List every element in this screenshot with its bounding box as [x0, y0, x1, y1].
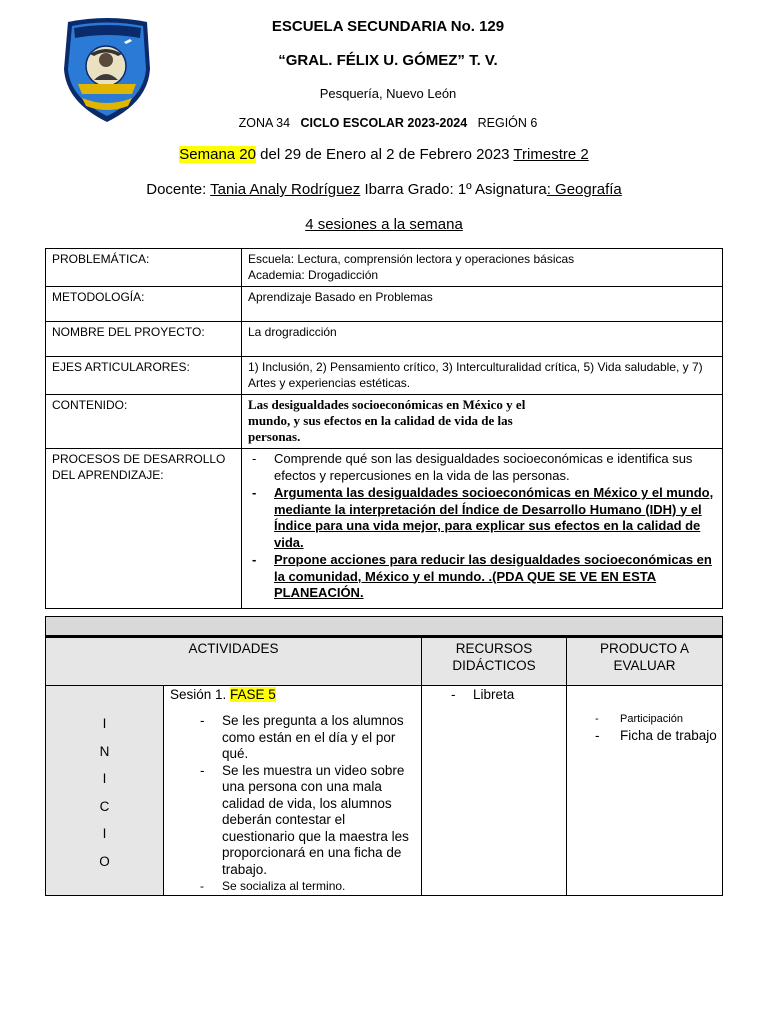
zona: ZONA 34	[238, 116, 291, 130]
docente-rest: Ibarra Grado: 1º Asignatura	[360, 181, 547, 198]
docente-line	[0, 181, 768, 198]
problematica-label: PROBLEMÁTICA:	[46, 249, 242, 287]
phase-letter: O	[99, 853, 110, 869]
list-item: - Se les muestra un video sobre una persona con una mala calidad de vida, los alumnos deberán contestar el cuestionario que la maestra les proporcionará en una ficha de trabajo.	[222, 763, 411, 879]
producto-cell	[567, 686, 723, 896]
fechas: del 29 de Enero al 2 de Febrero 2023	[256, 146, 514, 163]
list-item: - Propone acciones para reducir las desigualdades socioeconómicas en la comunidad, México y el mundo. .(PDA QUE SE VE EN ESTA PLANEACIÓN.	[274, 552, 716, 602]
problematica-line: Escuela: Lectura, comprensión lectora y operaciones básicas	[248, 252, 575, 266]
semana-line	[0, 146, 768, 163]
metodologia-label: METODOLOGÍA:	[46, 287, 242, 322]
table-row	[46, 357, 723, 395]
session-header	[170, 686, 411, 703]
planning-info-table	[45, 248, 723, 609]
phase-letter: C	[99, 798, 110, 814]
procesos-label: PROCESOS DE DESARROLLO DEL APRENDIZAJE:	[46, 449, 242, 609]
col-producto: PRODUCTO A EVALUAR	[567, 638, 723, 686]
recursos-list	[423, 687, 565, 704]
trimestre: Trimestre 2	[513, 146, 589, 163]
ejes-value: 1) Inclusión, 2) Pensamiento crítico, 3) Interculturalidad crítica, 5) Vida saludable, y 7) Artes y experiencias estéticas.	[242, 357, 723, 395]
table-row	[46, 322, 723, 357]
activities-section	[45, 616, 723, 896]
region: REGIÓN 6	[477, 116, 538, 130]
table-header-row	[46, 638, 723, 686]
table-row	[46, 249, 723, 287]
phase-letter: I	[102, 716, 107, 731]
sesiones-semana: 4 sesiones a la semana	[305, 216, 463, 233]
list-item: - Se les pregunta a los alumnos como están en el día y el por qué.	[222, 713, 411, 763]
activities-table	[45, 637, 723, 896]
contenido-value	[242, 395, 723, 449]
asignatura: : Geografía	[546, 181, 622, 198]
table-row	[46, 449, 723, 609]
docente-label: Docente:	[146, 181, 211, 198]
phase-letter: N	[99, 743, 110, 759]
activities-list	[170, 713, 411, 895]
table-row	[46, 686, 723, 896]
zona-ciclo-region	[0, 116, 768, 130]
docente-name: Tania Analy Rodríguez	[210, 181, 361, 198]
phase-letter: I	[102, 771, 107, 786]
col-actividades: ACTIVIDADES	[46, 638, 422, 686]
col-recursos: RECURSOS DIDÁCTICOS	[422, 638, 567, 686]
contenido-line: personas.	[248, 429, 301, 444]
activities-cell	[164, 686, 422, 896]
fase-label: FASE 5	[230, 687, 276, 702]
productos-list	[568, 711, 721, 744]
proyecto-value: La drogradicción	[242, 322, 723, 357]
procesos-list	[248, 451, 716, 602]
table-row	[46, 287, 723, 322]
contenido-line: mundo, y sus efectos en la calidad de vida de las	[248, 413, 513, 428]
problematica-value	[242, 249, 723, 287]
list-item: - Comprende qué son las desigualdades socioeconómicas e identifica sus efectos y repercusiones en la vida de las personas.	[274, 451, 716, 484]
problematica-line: Academia: Drogadicción	[248, 268, 379, 282]
phase-letter: I	[102, 826, 107, 841]
list-item: - Se socializa al termino.	[222, 878, 411, 895]
recursos-cell	[422, 686, 567, 896]
procesos-value	[242, 449, 723, 609]
list-item: - Ficha de trabajo	[620, 728, 721, 745]
proyecto-label: NOMBRE DEL PROYECTO:	[46, 322, 242, 357]
session-label: Sesión 1.	[170, 687, 231, 702]
school-name: “GRAL. FÉLIX U. GÓMEZ” T. V.	[278, 52, 498, 69]
table-row	[46, 395, 723, 449]
contenido-label: CONTENIDO:	[46, 395, 242, 449]
list-item: - Participación	[620, 711, 721, 728]
ciclo-escolar: CICLO ESCOLAR 2023-2024	[300, 116, 468, 130]
list-item: - Argumenta las desigualdades socioeconómicas en México y el mundo, mediante la interpretación del Índice de Desarrollo Humano (IDH) y el Índice para una vida mejor, para explicar sus efectos en la calidad de vida.	[274, 485, 716, 551]
school-title: ESCUELA SECUNDARIA No. 129	[271, 18, 505, 35]
contenido-line: Las desigualdades socioeconómicas en México y el	[248, 397, 526, 412]
list-item: - Libreta	[473, 687, 565, 704]
gray-header-band	[45, 616, 723, 637]
phase-inicio	[46, 686, 164, 896]
school-location: Pesquería, Nuevo León	[319, 86, 457, 101]
metodologia-value: Aprendizaje Basado en Problemas	[242, 287, 723, 322]
semana: Semana 20	[179, 146, 256, 163]
ejes-label: EJES ARTICULARORES:	[46, 357, 242, 395]
